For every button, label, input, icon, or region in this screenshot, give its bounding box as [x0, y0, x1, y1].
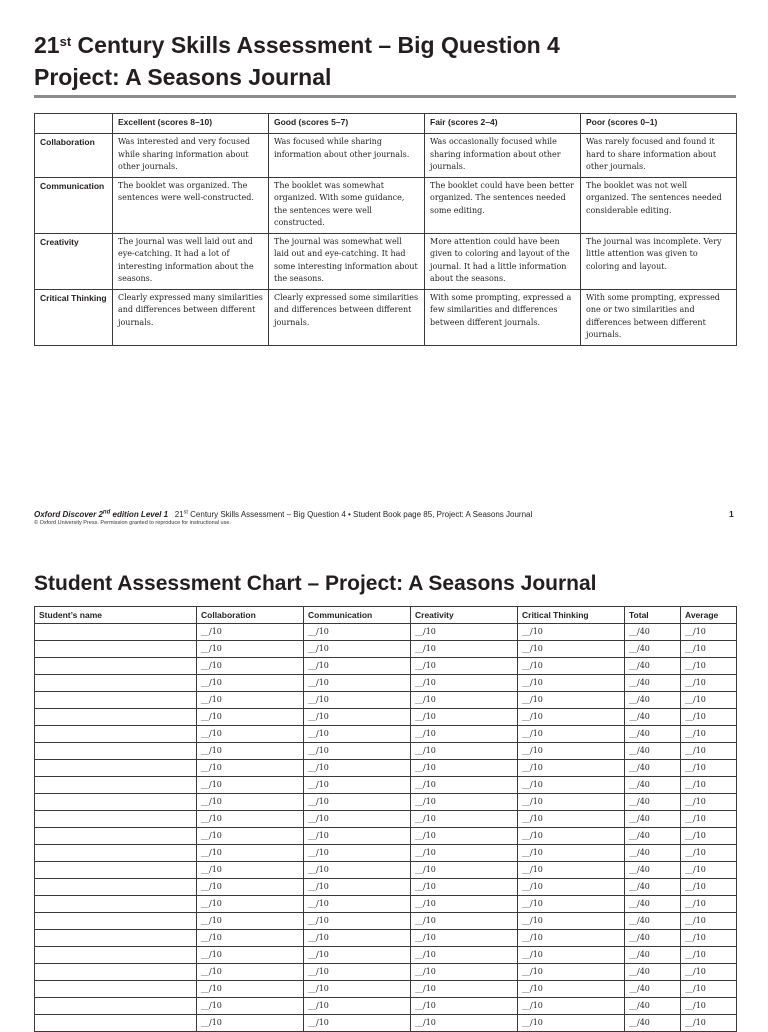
score-cell[interactable]: __/10	[197, 913, 304, 930]
rubric-header-row	[35, 114, 737, 134]
score-cell[interactable]: __/10	[411, 777, 518, 794]
student-name-cell[interactable]	[35, 828, 197, 845]
score-cell[interactable]: __/10	[304, 879, 411, 896]
student-name-cell[interactable]	[35, 794, 197, 811]
score-cell[interactable]: __/10	[411, 879, 518, 896]
chart-header-cell: Creativity	[411, 607, 518, 624]
score-cell[interactable]: __/10	[681, 964, 737, 981]
score-cell[interactable]: __/40	[625, 879, 681, 896]
score-cell[interactable]: __/10	[411, 845, 518, 862]
score-cell[interactable]: __/40	[625, 981, 681, 998]
score-cell[interactable]: __/10	[518, 760, 625, 777]
score-cell[interactable]: __/10	[518, 879, 625, 896]
score-cell[interactable]: __/10	[197, 845, 304, 862]
table-row	[35, 811, 737, 828]
table-row	[35, 692, 737, 709]
score-cell[interactable]: __/10	[411, 811, 518, 828]
rubric-row	[35, 233, 737, 289]
rubric-cell: Was occasionally focused while sharing information about other journals.	[425, 134, 581, 178]
score-cell[interactable]: __/10	[304, 743, 411, 760]
score-cell[interactable]: __/40	[625, 743, 681, 760]
score-cell[interactable]: __/10	[681, 1015, 737, 1032]
score-cell[interactable]: __/10	[518, 794, 625, 811]
footer-copyright: © Oxford University Press. Permission granted to reproduce for instructional use.	[34, 520, 231, 526]
score-cell[interactable]: __/40	[625, 896, 681, 913]
score-cell[interactable]: __/10	[518, 828, 625, 845]
rubric-cell: With some prompting, expressed a few similarities and differences between different journals.	[425, 289, 581, 345]
table-row	[35, 794, 737, 811]
score-cell[interactable]: __/10	[304, 930, 411, 947]
chart-header-row	[35, 607, 737, 624]
score-cell[interactable]: __/10	[518, 845, 625, 862]
score-cell[interactable]: __/10	[411, 726, 518, 743]
score-cell[interactable]: __/10	[681, 675, 737, 692]
student-name-cell[interactable]	[35, 641, 197, 658]
table-row	[35, 896, 737, 913]
score-cell[interactable]: __/10	[411, 624, 518, 641]
table-row	[35, 726, 737, 743]
score-cell[interactable]: __/10	[681, 658, 737, 675]
score-cell[interactable]: __/10	[518, 709, 625, 726]
score-cell[interactable]: __/10	[197, 947, 304, 964]
chart-header-cell: Total	[625, 607, 681, 624]
rubric-cell: Was rarely focused and found it hard to share information about other journals.	[581, 134, 737, 178]
score-cell[interactable]: __/40	[625, 947, 681, 964]
rubric-criterion: Creativity	[35, 233, 113, 289]
score-cell[interactable]: __/10	[197, 794, 304, 811]
score-cell[interactable]: __/40	[625, 862, 681, 879]
score-cell[interactable]: __/10	[197, 879, 304, 896]
rubric-criterion: Collaboration	[35, 134, 113, 178]
score-cell[interactable]: __/10	[518, 930, 625, 947]
rubric-cell: The journal was somewhat well laid out and eye-catching. It had some interesting information about the seasons.	[269, 233, 425, 289]
score-cell[interactable]: __/10	[304, 998, 411, 1015]
student-name-cell[interactable]	[35, 930, 197, 947]
score-cell[interactable]: __/10	[197, 675, 304, 692]
score-cell[interactable]: __/10	[411, 930, 518, 947]
rubric-header-cell: Excellent (scores 8–10)	[113, 114, 269, 134]
chart-header-cell: Average	[681, 607, 737, 624]
student-name-cell[interactable]	[35, 879, 197, 896]
score-cell[interactable]: __/10	[197, 981, 304, 998]
score-cell[interactable]: __/10	[518, 981, 625, 998]
score-cell[interactable]: __/10	[304, 964, 411, 981]
score-cell[interactable]: __/10	[304, 726, 411, 743]
student-name-cell[interactable]	[35, 658, 197, 675]
score-cell[interactable]: __/10	[197, 641, 304, 658]
rubric-cell: The booklet was not well organized. The sentences needed considerable editing.	[581, 177, 737, 233]
rubric-criterion: Communication	[35, 177, 113, 233]
table-row	[35, 760, 737, 777]
score-cell[interactable]: __/10	[304, 1015, 411, 1032]
score-cell[interactable]: __/10	[518, 692, 625, 709]
score-cell[interactable]: __/10	[681, 998, 737, 1015]
score-cell[interactable]: __/10	[304, 811, 411, 828]
student-name-cell[interactable]	[35, 913, 197, 930]
score-cell[interactable]: __/10	[681, 709, 737, 726]
score-cell[interactable]: __/10	[411, 947, 518, 964]
chart-body	[35, 624, 737, 1032]
student-name-cell[interactable]	[35, 845, 197, 862]
score-cell[interactable]: __/10	[304, 828, 411, 845]
table-row	[35, 862, 737, 879]
rubric-cell: More attention could have been given to coloring and layout of the journal. It had a little information about the seasons.	[425, 233, 581, 289]
table-row	[35, 624, 737, 641]
student-name-cell[interactable]	[35, 777, 197, 794]
score-cell[interactable]: __/10	[197, 692, 304, 709]
score-cell[interactable]: __/10	[518, 624, 625, 641]
score-cell[interactable]: __/10	[518, 658, 625, 675]
rubric-header-cell	[35, 114, 113, 134]
score-cell[interactable]: __/10	[518, 1015, 625, 1032]
table-row	[35, 709, 737, 726]
score-cell[interactable]: __/40	[625, 811, 681, 828]
rubric-row	[35, 177, 737, 233]
score-cell[interactable]: __/10	[518, 743, 625, 760]
score-cell[interactable]: __/10	[304, 624, 411, 641]
score-cell[interactable]: __/10	[518, 913, 625, 930]
score-cell[interactable]: __/10	[197, 998, 304, 1015]
score-cell[interactable]: __/40	[625, 1015, 681, 1032]
score-cell[interactable]: __/40	[625, 624, 681, 641]
score-cell[interactable]: __/40	[625, 913, 681, 930]
table-row	[35, 675, 737, 692]
rubric-cell: Was interested and very focused while sharing information about other journals.	[113, 134, 269, 178]
chart-header-cell: Collaboration	[197, 607, 304, 624]
student-name-cell[interactable]	[35, 811, 197, 828]
score-cell[interactable]: __/10	[411, 760, 518, 777]
table-row	[35, 998, 737, 1015]
score-cell[interactable]: __/10	[518, 675, 625, 692]
rubric-cell: The booklet was somewhat organized. With some guidance, the sentences were well constructed.	[269, 177, 425, 233]
score-cell[interactable]: __/10	[518, 777, 625, 794]
rubric-cell: Clearly expressed some similarities and differences between different journals.	[269, 289, 425, 345]
score-cell[interactable]: __/40	[625, 641, 681, 658]
rubric-row	[35, 289, 737, 345]
score-cell[interactable]: __/10	[304, 794, 411, 811]
score-cell[interactable]: __/10	[411, 692, 518, 709]
footer-line	[34, 509, 532, 519]
score-cell[interactable]: __/10	[304, 692, 411, 709]
student-name-cell[interactable]	[35, 692, 197, 709]
score-cell[interactable]: __/10	[304, 947, 411, 964]
score-cell[interactable]: __/10	[304, 981, 411, 998]
score-cell[interactable]: __/40	[625, 998, 681, 1015]
score-cell[interactable]: __/10	[197, 811, 304, 828]
table-row	[35, 913, 737, 930]
student-name-cell[interactable]	[35, 981, 197, 998]
score-cell[interactable]: __/10	[411, 828, 518, 845]
score-cell[interactable]: __/10	[411, 964, 518, 981]
student-name-cell[interactable]	[35, 1015, 197, 1032]
score-cell[interactable]: __/10	[197, 828, 304, 845]
rubric-header-cell: Poor (scores 0–1)	[581, 114, 737, 134]
rubric-cell: Was focused while sharing information about other journals.	[269, 134, 425, 178]
score-cell[interactable]: __/40	[625, 675, 681, 692]
table-row	[35, 641, 737, 658]
score-cell[interactable]: __/40	[625, 726, 681, 743]
score-cell[interactable]: __/10	[197, 1015, 304, 1032]
score-cell[interactable]: __/10	[681, 913, 737, 930]
score-cell[interactable]: __/10	[681, 641, 737, 658]
table-row	[35, 964, 737, 981]
rubric-header-cell: Fair (scores 2–4)	[425, 114, 581, 134]
score-cell[interactable]: __/10	[681, 896, 737, 913]
table-row	[35, 777, 737, 794]
score-cell[interactable]: __/10	[518, 726, 625, 743]
student-name-cell[interactable]	[35, 964, 197, 981]
score-cell[interactable]: __/40	[625, 658, 681, 675]
rubric-row	[35, 134, 737, 178]
table-row	[35, 879, 737, 896]
table-row	[35, 743, 737, 760]
score-cell[interactable]: __/10	[518, 811, 625, 828]
score-cell[interactable]: __/10	[197, 964, 304, 981]
score-cell[interactable]: __/10	[304, 709, 411, 726]
rubric-criterion: Critical Thinking	[35, 289, 113, 345]
score-cell[interactable]: __/40	[625, 760, 681, 777]
score-cell[interactable]: __/10	[681, 777, 737, 794]
score-cell[interactable]: __/40	[625, 964, 681, 981]
score-cell[interactable]: __/10	[681, 726, 737, 743]
rubric-header-cell: Good (scores 5–7)	[269, 114, 425, 134]
score-cell[interactable]: __/40	[625, 828, 681, 845]
rubric-table	[34, 113, 737, 346]
student-name-cell[interactable]	[35, 709, 197, 726]
score-cell[interactable]: __/10	[681, 743, 737, 760]
rubric-cell: With some prompting, expressed one or two similarities and differences between different journals.	[581, 289, 737, 345]
score-cell[interactable]: __/10	[518, 964, 625, 981]
page-subtitle: Project: A Seasons Journal	[34, 64, 332, 90]
score-cell[interactable]: __/10	[304, 760, 411, 777]
score-cell[interactable]: __/10	[304, 896, 411, 913]
score-cell[interactable]: __/10	[304, 913, 411, 930]
score-cell[interactable]: __/10	[411, 794, 518, 811]
table-row	[35, 930, 737, 947]
table-row	[35, 981, 737, 998]
student-name-cell[interactable]	[35, 743, 197, 760]
rubric-cell: The journal was well laid out and eye-catching. It had a lot of interesting information about the seasons.	[113, 233, 269, 289]
score-cell[interactable]: __/10	[411, 896, 518, 913]
chart-header-cell: Communication	[304, 607, 411, 624]
table-row	[35, 658, 737, 675]
score-cell[interactable]: __/10	[197, 760, 304, 777]
score-cell[interactable]: __/40	[625, 692, 681, 709]
student-name-cell[interactable]	[35, 998, 197, 1015]
score-cell[interactable]: __/10	[411, 658, 518, 675]
score-cell[interactable]: __/10	[518, 896, 625, 913]
rubric-cell: Clearly expressed many similarities and differences between different journals.	[113, 289, 269, 345]
score-cell[interactable]: __/10	[681, 760, 737, 777]
score-cell[interactable]: __/10	[411, 998, 518, 1015]
footer-brand: Oxford Discover 2nd edition Level 1	[34, 509, 169, 519]
table-row	[35, 1015, 737, 1032]
table-row	[35, 828, 737, 845]
score-cell[interactable]: __/10	[411, 1015, 518, 1032]
score-cell[interactable]: __/40	[625, 709, 681, 726]
student-name-cell[interactable]	[35, 675, 197, 692]
student-name-cell[interactable]	[35, 896, 197, 913]
score-cell[interactable]: __/10	[304, 862, 411, 879]
score-cell[interactable]: __/10	[197, 709, 304, 726]
score-cell[interactable]: __/10	[411, 675, 518, 692]
score-cell[interactable]: __/10	[518, 641, 625, 658]
score-cell[interactable]: __/40	[625, 794, 681, 811]
score-cell[interactable]: __/10	[411, 862, 518, 879]
score-cell[interactable]: __/10	[197, 896, 304, 913]
page-title: 21st Century Skills Assessment – Big Question 4	[34, 32, 560, 58]
score-cell[interactable]: __/10	[411, 709, 518, 726]
score-cell[interactable]: __/40	[625, 930, 681, 947]
rubric-cell: The booklet could have been better organized. The sentences needed some editing.	[425, 177, 581, 233]
page-number: 1	[729, 509, 734, 519]
student-name-cell[interactable]	[35, 947, 197, 964]
student-assessment-table	[34, 606, 737, 1032]
score-cell[interactable]: __/10	[197, 743, 304, 760]
score-cell[interactable]: __/10	[411, 743, 518, 760]
student-name-cell[interactable]	[35, 862, 197, 879]
score-cell[interactable]: __/10	[681, 981, 737, 998]
score-cell[interactable]: __/10	[197, 624, 304, 641]
table-row	[35, 845, 737, 862]
score-cell[interactable]: __/10	[681, 811, 737, 828]
score-cell[interactable]: __/10	[304, 675, 411, 692]
score-cell[interactable]: __/40	[625, 777, 681, 794]
chart-header-cell: Critical Thinking	[518, 607, 625, 624]
chart-title: Student Assessment Chart – Project: A Seasons Journal	[34, 572, 597, 595]
score-cell[interactable]: __/10	[304, 845, 411, 862]
score-cell[interactable]: __/40	[625, 845, 681, 862]
rubric-cell: The booklet was organized. The sentences were well-constructed.	[113, 177, 269, 233]
score-cell[interactable]: __/10	[411, 981, 518, 998]
score-cell[interactable]: __/10	[681, 879, 737, 896]
score-cell[interactable]: __/10	[681, 862, 737, 879]
student-name-cell[interactable]	[35, 760, 197, 777]
score-cell[interactable]: __/10	[518, 862, 625, 879]
table-row	[35, 947, 737, 964]
student-name-cell[interactable]	[35, 726, 197, 743]
score-cell[interactable]: __/10	[681, 692, 737, 709]
score-cell[interactable]: __/10	[304, 777, 411, 794]
score-cell[interactable]: __/10	[518, 947, 625, 964]
score-cell[interactable]: __/10	[681, 828, 737, 845]
score-cell[interactable]: __/10	[518, 998, 625, 1015]
rubric-cell: The journal was incomplete. Very little attention was given to coloring and layout.	[581, 233, 737, 289]
score-cell[interactable]: __/10	[197, 862, 304, 879]
score-cell[interactable]: __/10	[411, 641, 518, 658]
footer-description: 21st Century Skills Assessment – Big Question 4 • Student Book page 85, Project: A Seasons Journal	[174, 509, 533, 519]
score-cell[interactable]: __/10	[197, 930, 304, 947]
score-cell[interactable]: __/10	[197, 726, 304, 743]
chart-header-cell: Student’s name	[35, 607, 197, 624]
title-divider	[34, 95, 736, 98]
score-cell[interactable]: __/10	[304, 641, 411, 658]
score-cell[interactable]: __/10	[681, 947, 737, 964]
score-cell[interactable]: __/10	[197, 777, 304, 794]
score-cell[interactable]: __/10	[197, 658, 304, 675]
score-cell[interactable]: __/10	[304, 658, 411, 675]
score-cell[interactable]: __/10	[681, 624, 737, 641]
score-cell[interactable]: __/10	[411, 913, 518, 930]
student-name-cell[interactable]	[35, 624, 197, 641]
score-cell[interactable]: __/10	[681, 930, 737, 947]
score-cell[interactable]: __/10	[681, 845, 737, 862]
score-cell[interactable]: __/10	[681, 794, 737, 811]
